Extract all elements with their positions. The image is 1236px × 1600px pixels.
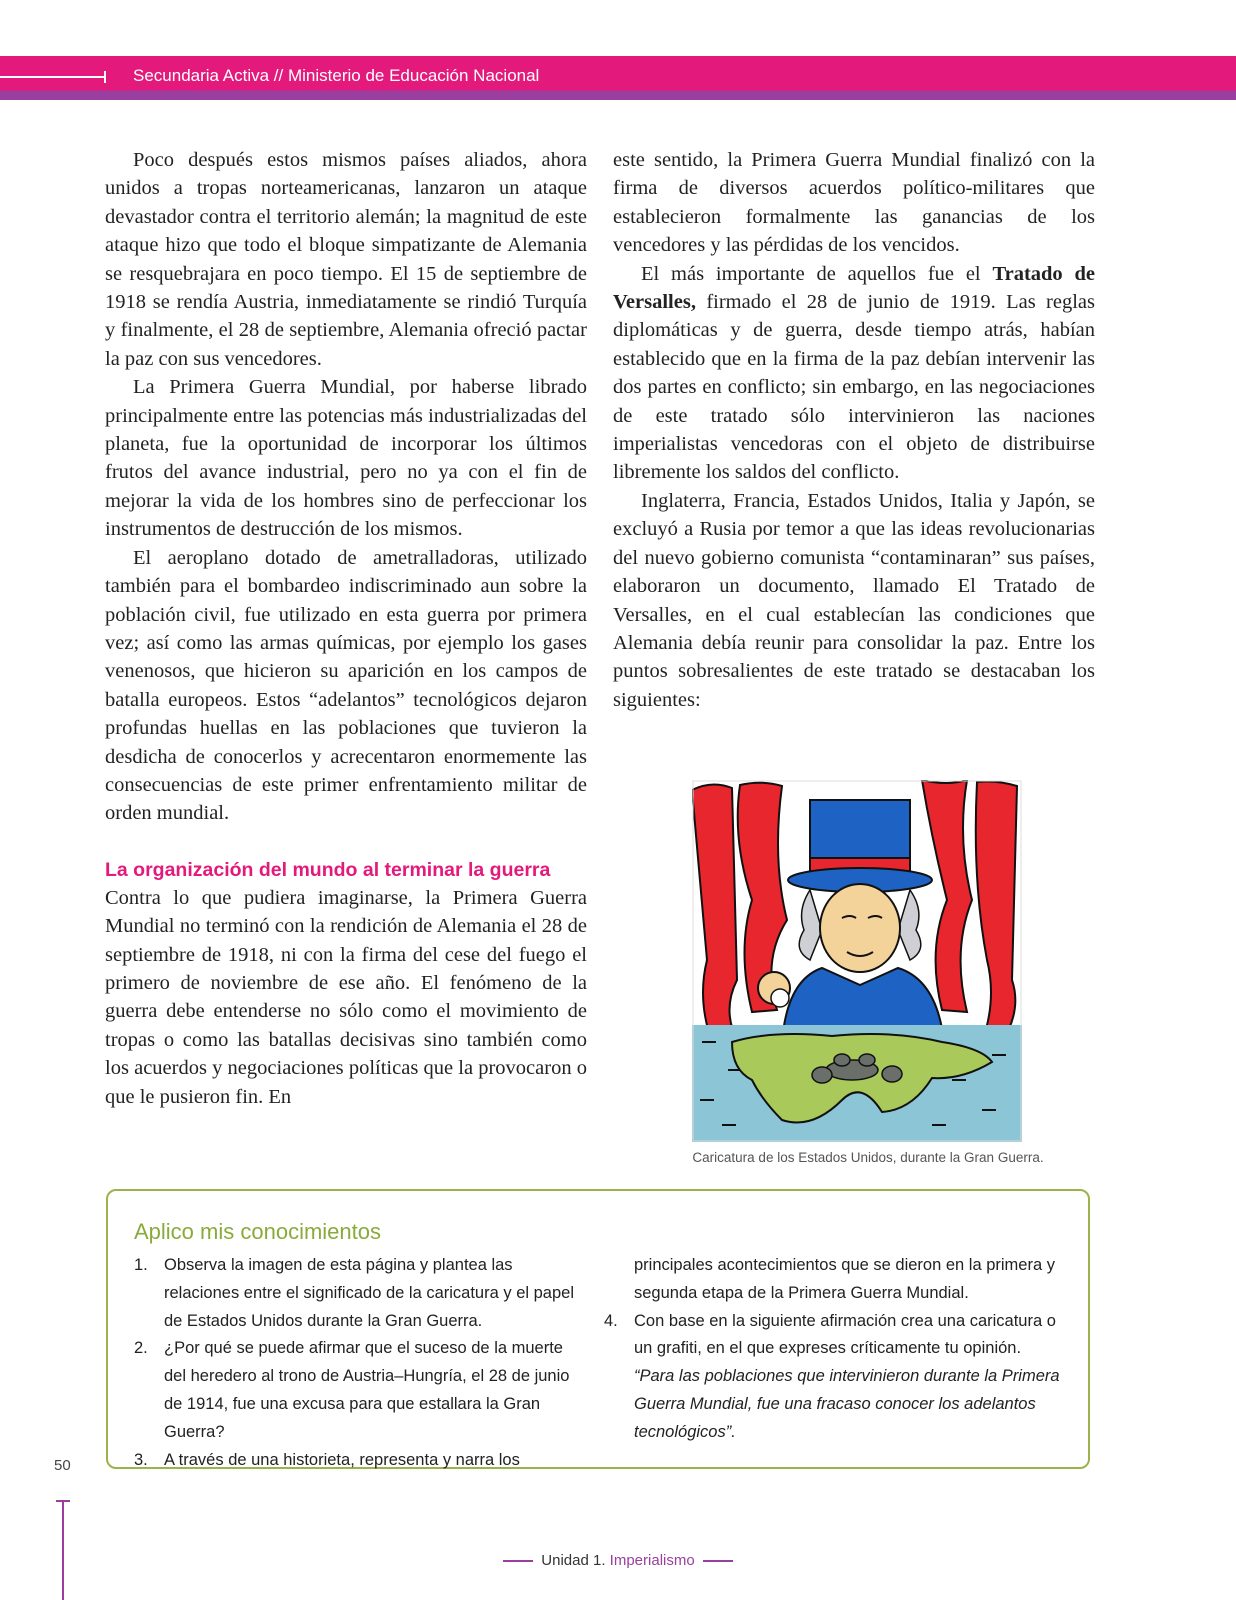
activity-item [134,1252,574,1335]
item-text: Observa la imagen de esta página y plantea las relaciones entre el significado de la caricatura y el papel de Estados Unidos durante la Gran Guerra. [164,1256,574,1330]
header-tick [104,71,106,83]
footer-rule [503,1560,533,1562]
activity-left-column [134,1252,574,1474]
section-heading: La organización del mundo al terminar la guerra [105,858,551,881]
item-quote: “Para las poblaciones que intervinieron durante la Primera Guerra Mundial, fue una fracaso conocer los adelantos tecnológicos”. [634,1367,1060,1441]
activity-item [134,1447,574,1475]
item-number: 1. [134,1256,148,1274]
activity-item [134,1335,574,1446]
activity-right-column [604,1252,1074,1447]
margin-rule [62,1500,64,1600]
figure-caption: Caricatura de los Estados Unidos, durante la Gran Guerra. [692,1150,1044,1165]
caricature-illustration [692,780,1022,1142]
activity-box [106,1189,1090,1469]
item-number: 2. [134,1339,148,1358]
item-number: 3. [134,1450,148,1469]
right-column [613,146,1095,714]
paragraph: Poco después estos mismos países aliados, ahora unidos a tropas norteamericanas, lanzaron un ataque devastador contra el territorio alemán; la magnitud de este ataque hizo que todo el bloque simpatizante de Alemania se resquebrajara en poco tiempo. El 15 de septiembre de 1918 se rendía Austria, inmediatamente se rindió Turquía y finalmente, el 28 de septiembre, Alemania ofreció pactar la paz con sus vencedores. [105,149,587,370]
left-column [105,146,587,1111]
paragraph: La Primera Guerra Mundial, por haberse librado principalmente entre las potencias más industrializadas del planeta, fue la oportunidad de incorporar los últimos frutos del avance industrial, pero no ya con el fin de mejorar la vida de los hombres sino de perfeccionar los instrumentos de destrucción de los mismos. [105,376,587,541]
header-bar [0,56,1236,100]
header-title: Secundaria Activa // Ministerio de Educación Nacional [133,66,540,85]
paragraph: este sentido, la Primera Guerra Mundial finalizó con la firma de diversos acuerdos político-militares que establecieron formalmente las ganancias de los vencedores y las pérdidas de los vencidos. [613,149,1095,257]
paragraph-text: firmado el 28 de junio de 1919. Las reglas diplomáticas y de guerra, desde tiempo atrás, habían establecido que en la firma de la paz debían intervenir las dos partes en conflicto; sin embargo, en las negociaciones de este tratado sólo intervinieron las naciones imperialistas vencedoras con el objeto de distribuirse libremente los saldos del conflicto. [613,291,1095,484]
footer-rule [703,1560,733,1562]
item-text: principales acontecimientos que se dieron en la primera y segunda etapa de la Primera Guerra Mundial. [634,1256,1055,1302]
activity-item [604,1308,1074,1447]
paragraph: El aeroplano dotado de ametralladoras, utilizado también para el bombardeo indiscriminado aun sobre la población civil, fue utilizado en esta guerra por primera vez; así como las armas químicas, por ejemplo los gases venenosos, que hicieron su aparición en los campos de batalla europeos. Estos “adelantos” tecnológicos dejaron profundas huellas en las poblaciones que tuvieron la desdicha de conocerlos y acrecentaron enormemente las consecuencias de este primer enfrentamiento militar de orden mundial. [105,546,587,825]
footer-unit-name: Imperialismo [609,1552,695,1569]
footer [0,1552,1236,1569]
activity-title: Aplico mis conocimientos [134,1219,381,1244]
item-text: Con base en la siguiente afirmación crea una caricatura o un grafiti, en el que expreses críticamente tu opinión. [634,1311,1056,1358]
paragraph: Inglaterra, Francia, Estados Unidos, Italia y Japón, se excluyó a Rusia por temor a que las ideas revolucionarias del nuevo gobierno comunista “contaminaran” sus países, elaboraron un documento, llamado El Tratado de Versalles, en el cual establecían las condiciones que Alemania debía reunir para consolidar la paz. Entre los puntos sobresalientes de este tratado se destacaban los siguientes: [613,489,1095,711]
paragraph [613,260,1095,487]
paragraph-text: El más importante de aquellos fue el [641,262,993,285]
treaty-name: Tratado de Versalles, [613,262,1096,314]
paragraph: Contra lo que pudiera imaginarse, la Primera Guerra Mundial no terminó con la rendición de Alemania el 28 de septiembre de 1918, ni con la firma del cese del fuego el primero de noviembre de ese año. El fenómeno de la guerra debe entenderse no sólo como el movimiento de tropas o como las batallas decisivas sino también como los acuerdos y negociaciones políticas que la provocaron o que le pusieron fin. En [105,886,587,1108]
header-rule [0,76,104,78]
item-text: ¿Por qué se puede afirmar que el suceso de la muerte del heredero al trono de Austria–Hungría, el 28 de junio de 1914, fue una excusa para que estallara la Gran Guerra? [164,1339,570,1441]
page-number: 50 [54,1457,71,1474]
item-number: 4. [604,1311,618,1330]
activity-item-continuation [604,1252,1074,1308]
footer-unit-label: Unidad 1. [541,1552,606,1569]
item-text: A través de una historieta, representa y narra los [164,1450,520,1469]
